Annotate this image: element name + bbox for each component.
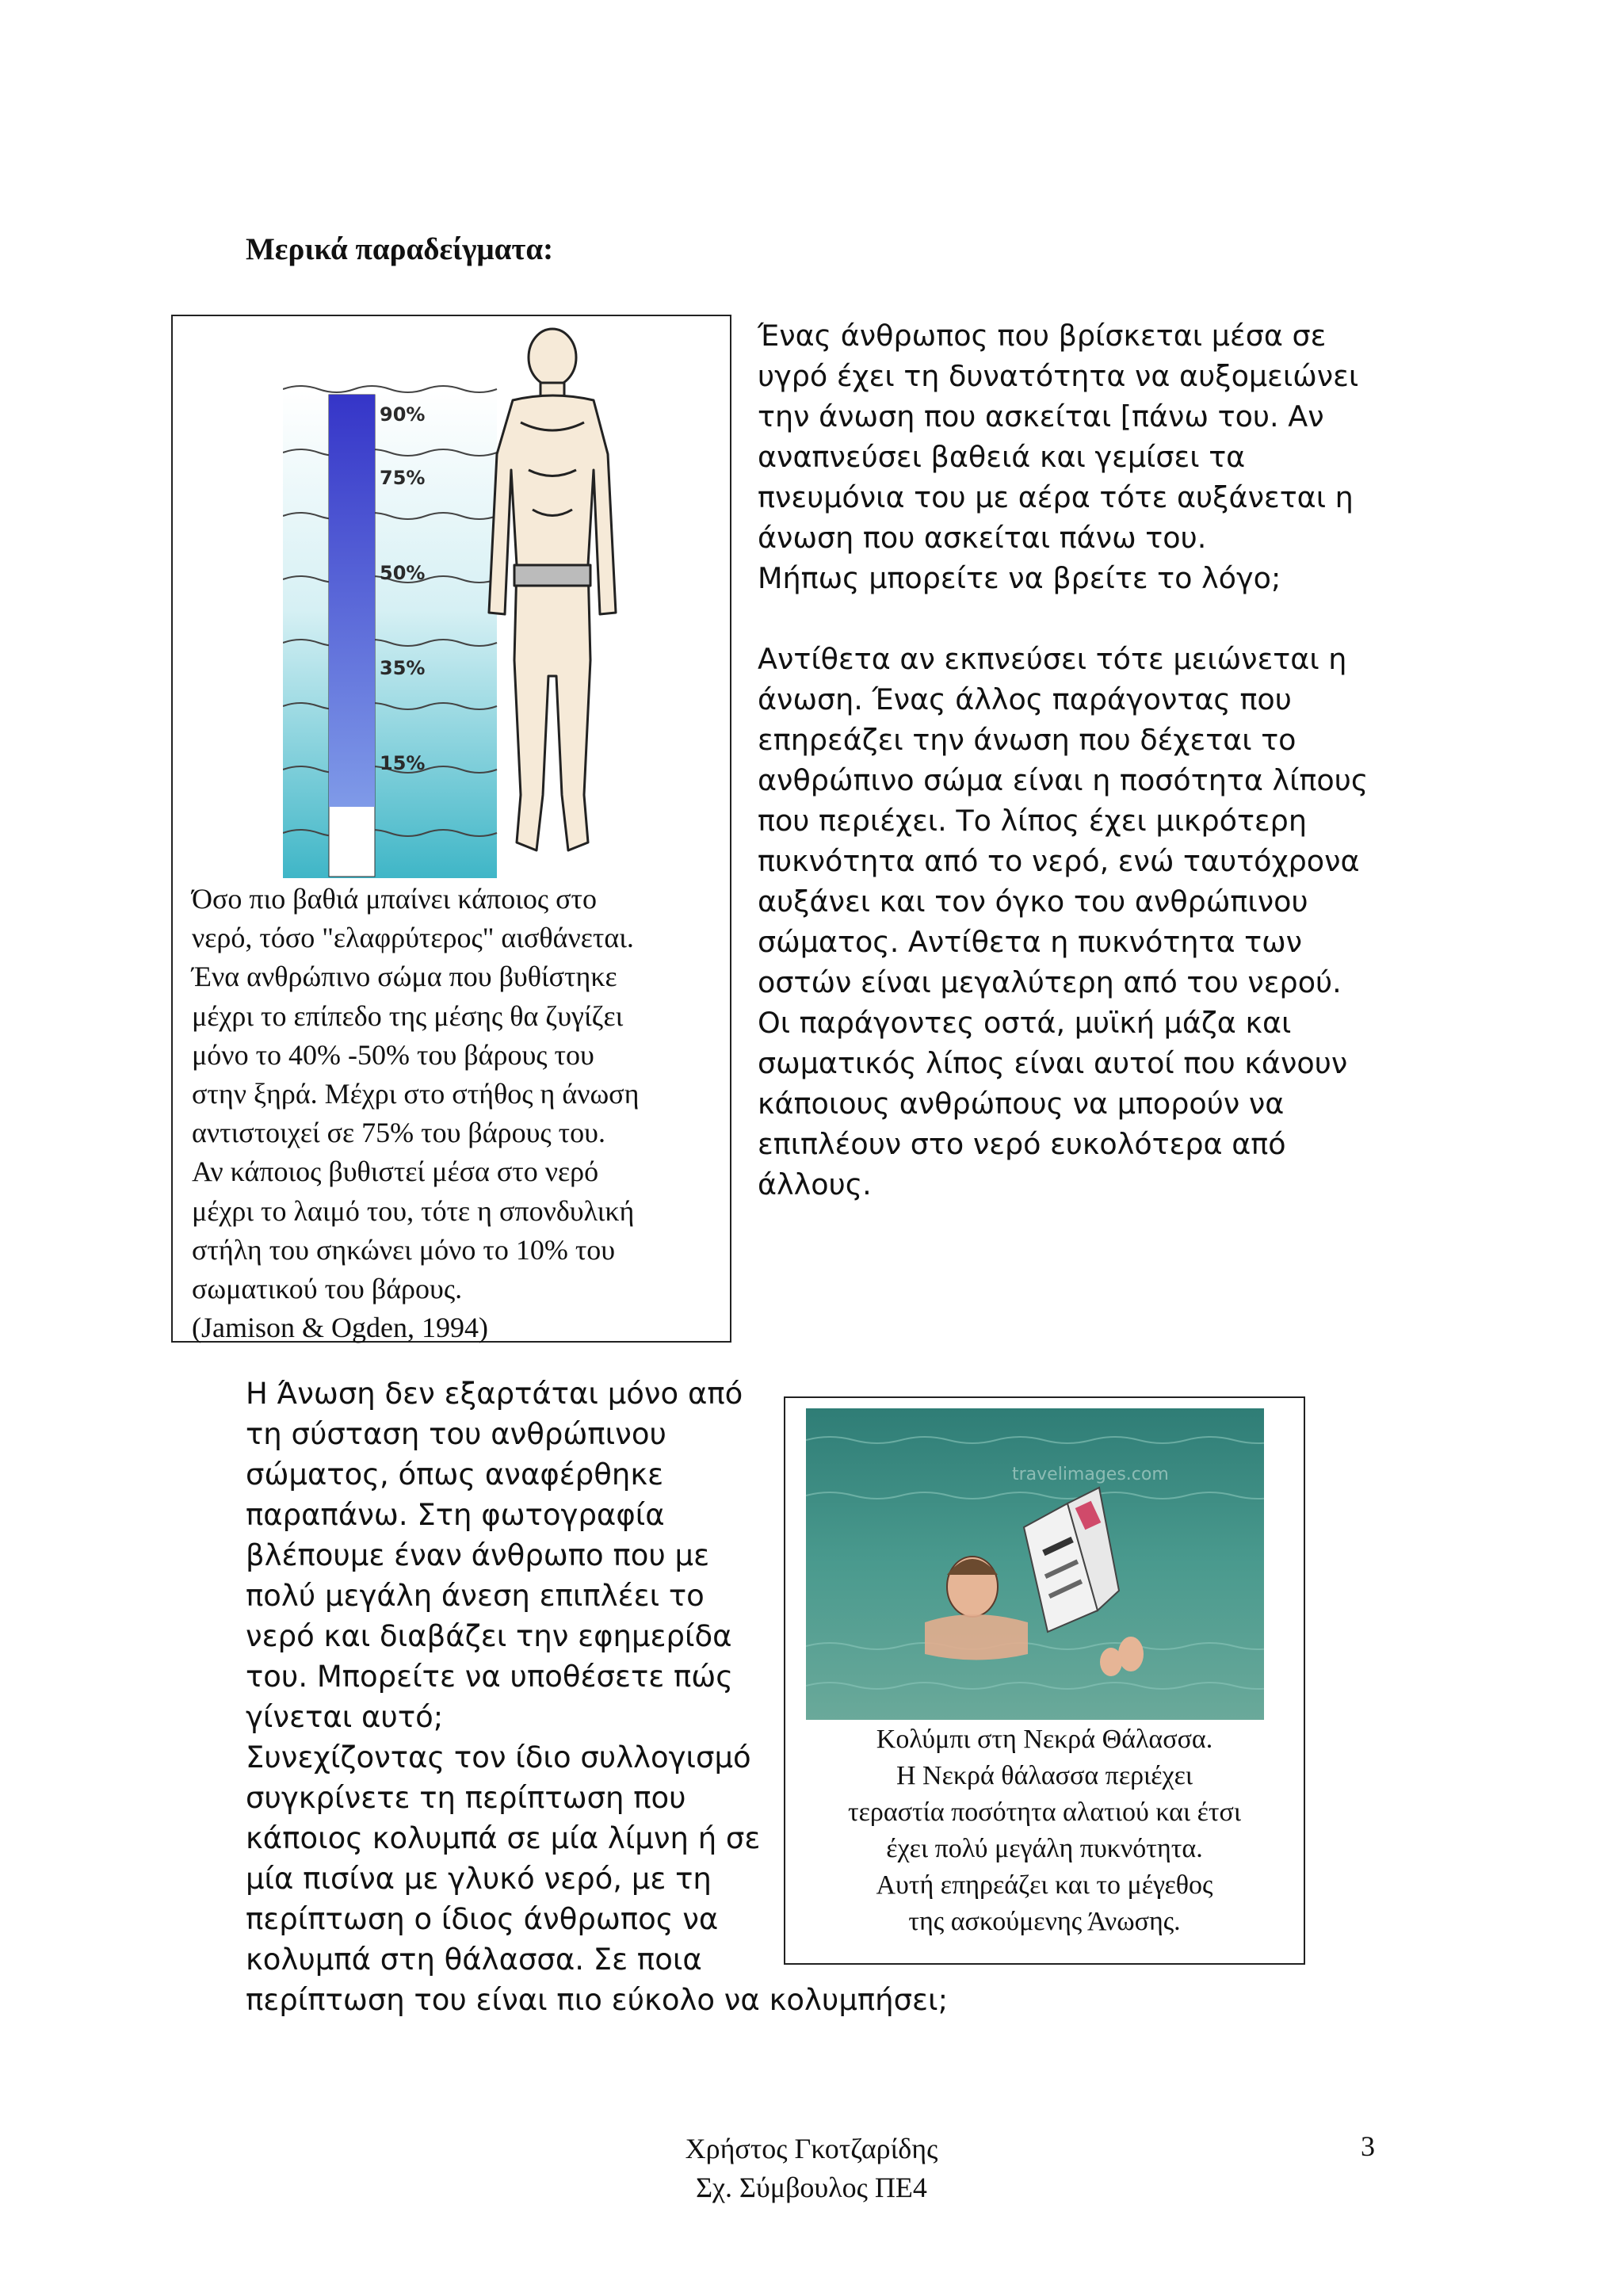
caption-line: Ένα ανθρώπινο σώμα που βυθίστηκε [192,961,617,993]
text-line: περίπτωση του είναι πιο εύκολο να κολυμπήσει; [246,1983,949,2017]
text-line: που περιέχει. Το λίπος έχει μικρότερη [758,804,1307,838]
text-line: περίπτωση ο ίδιος άνθρωπος να [246,1902,719,1936]
level-label-35: 35% [380,657,426,679]
dead-sea-photo [806,1408,1264,1720]
text-line: βλέπουμε έναν άνθρωπο που με [246,1538,710,1572]
text-line: μία πισίνα με γλυκό νερό, με τη [246,1862,712,1896]
caption-line: νερό, τόσο "ελαφρύτερος" αισθάνεται. [192,922,634,954]
text-line: γίνεται αυτό; [246,1700,444,1734]
level-label-75: 75% [380,467,426,489]
text-line: οστών είναι μεγαλύτερη από του νερού. [758,965,1342,999]
text-line: συγκρίνετε τη περίπτωση που [246,1781,686,1815]
text-line: επηρεάζει την άνωση που δέχεται το [758,723,1296,757]
text-line: την άνωση που ασκείται [πάνω του. Αν [758,399,1324,434]
caption-line: στην ξηρά. Μέχρι στο στήθος η άνωση [192,1078,640,1110]
caption-line: αντιστοιχεί σε 75% του βάρους του. [192,1117,605,1149]
text-line: σωματικός λίπος είναι αυτοί που κάνουν [758,1046,1348,1080]
text-line: παραπάνω. Στη φωτογραφία [246,1498,665,1532]
text-line: κολυμπά στη θάλασσα. Σε ποια [246,1943,702,1977]
text-line: Η Άνωση δεν εξαρτάται μόνο από [246,1377,743,1411]
text-line: άλλους. [758,1167,872,1201]
page-number: 3 [1361,2130,1375,2162]
footer-role: Σχ. Σύμβουλος ΠΕ4 [696,2172,927,2203]
caption-citation: (Jamison & Ogden, 1994) [192,1312,488,1344]
text-line: κάποιους ανθρώπους να μπορούν να [758,1087,1285,1121]
text-line: αυξάνει και τον όγκο του ανθρώπινου [758,884,1308,919]
text-line: επιπλέουν στο νερό ευκολότερα από [758,1127,1286,1161]
depth-bar [329,395,375,807]
caption-line: Αυτή επηρεάζει και το μέγεθος [876,1870,1213,1900]
footer-author: Χρήστος Γκοτζαρίδης [685,2133,938,2164]
text-line: Συνεχίζοντας τον ίδιο συλλογισμό [246,1740,751,1775]
page-footer [0,2130,1623,2207]
body-paragraph-1 [758,315,1392,1205]
text-line: πυκνότητα από το νερό, ενώ ταυτόχρονα [758,844,1360,878]
caption-line: Η Νεκρά θάλασσα περιέχει [896,1761,1193,1790]
text-line: Αντίθετα αν εκπνεύσει τότε μειώνεται η [758,642,1347,676]
caption-line: μέχρι το επίπεδο της μέσης θα ζυγίζει [192,999,624,1032]
caption-line: σωματικού του βάρους. [192,1273,463,1305]
caption-line: στήλη του σηκώνει μόνο το 10% του [192,1233,616,1266]
text-line: πολύ μεγάλη άνεση επιπλέει το [246,1579,705,1613]
water-column [283,391,497,878]
buoyancy-depth-diagram [283,327,655,878]
text-line: Οι παράγοντες οστά, μυϊκή μάζα και [758,1006,1292,1040]
photo-caption [785,1721,1304,1940]
text-line: ανθρώπινο σώμα είναι η ποσότητα λίπους [758,763,1369,797]
text-line: τη σύσταση του ανθρώπινου [246,1417,666,1451]
text-line: άνωση που ασκείται πάνω του. [758,521,1207,555]
text-line: του. Μπορείτε να υποθέσετε πώς [246,1660,733,1694]
caption-line: Αν κάποιος βυθιστεί μέσα στο νερό [192,1156,599,1188]
text-line: πνευμόνια του με αέρα τότε αυξάνεται η [758,480,1354,514]
caption-line: μέχρι το λαιμό του, τότε η σπονδυλική [192,1194,635,1227]
text-line: αναπνεύσει βαθειά και γεμίσει τα [758,440,1246,474]
photo-watermark: travelimages.com [1012,1465,1169,1484]
human-figure [489,329,616,850]
figure-caption [192,880,723,1347]
text-line: Μήπως μπορείτε να βρείτε το λόγο; [758,561,1281,595]
caption-line: τεραστία ποσότητα αλατιού και έτσι [847,1797,1242,1827]
caption-line: Κολύμπι στη Νεκρά Θάλασσα. [876,1725,1213,1754]
text-line: άνωση. Ένας άλλος παράγοντας που [758,682,1292,716]
text-line: κάποιος κολυμπά σε μία λίμνη ή σε [246,1821,761,1855]
caption-line: της ασκούμενης Άνωσης. [908,1907,1181,1936]
text-line: υγρό έχει τη δυνατότητα να αυξομειώνει [758,359,1359,393]
level-label-15: 15% [380,752,426,774]
text-line: Ένας άνθρωπος που βρίσκεται μέσα σε [758,319,1327,353]
level-label-50: 50% [380,562,426,584]
text-line: νερό και διαβάζει την εφημερίδα [246,1619,732,1653]
caption-line: Όσο πιο βαθιά μπαίνει κάποιος στο [192,883,598,915]
section-heading: Μερικά παραδείγματα: [246,232,554,266]
level-label-90: 90% [380,403,426,426]
text-line: σώματος, όπως αναφέρθηκε [246,1457,664,1492]
text-line: σώματος. Αντίθετα η πυκνότητα των [758,925,1303,959]
caption-line: μόνο το 40% -50% του βάρους του [192,1038,594,1071]
caption-line: έχει πολύ μεγάλη πυκνότητα. [886,1834,1203,1863]
